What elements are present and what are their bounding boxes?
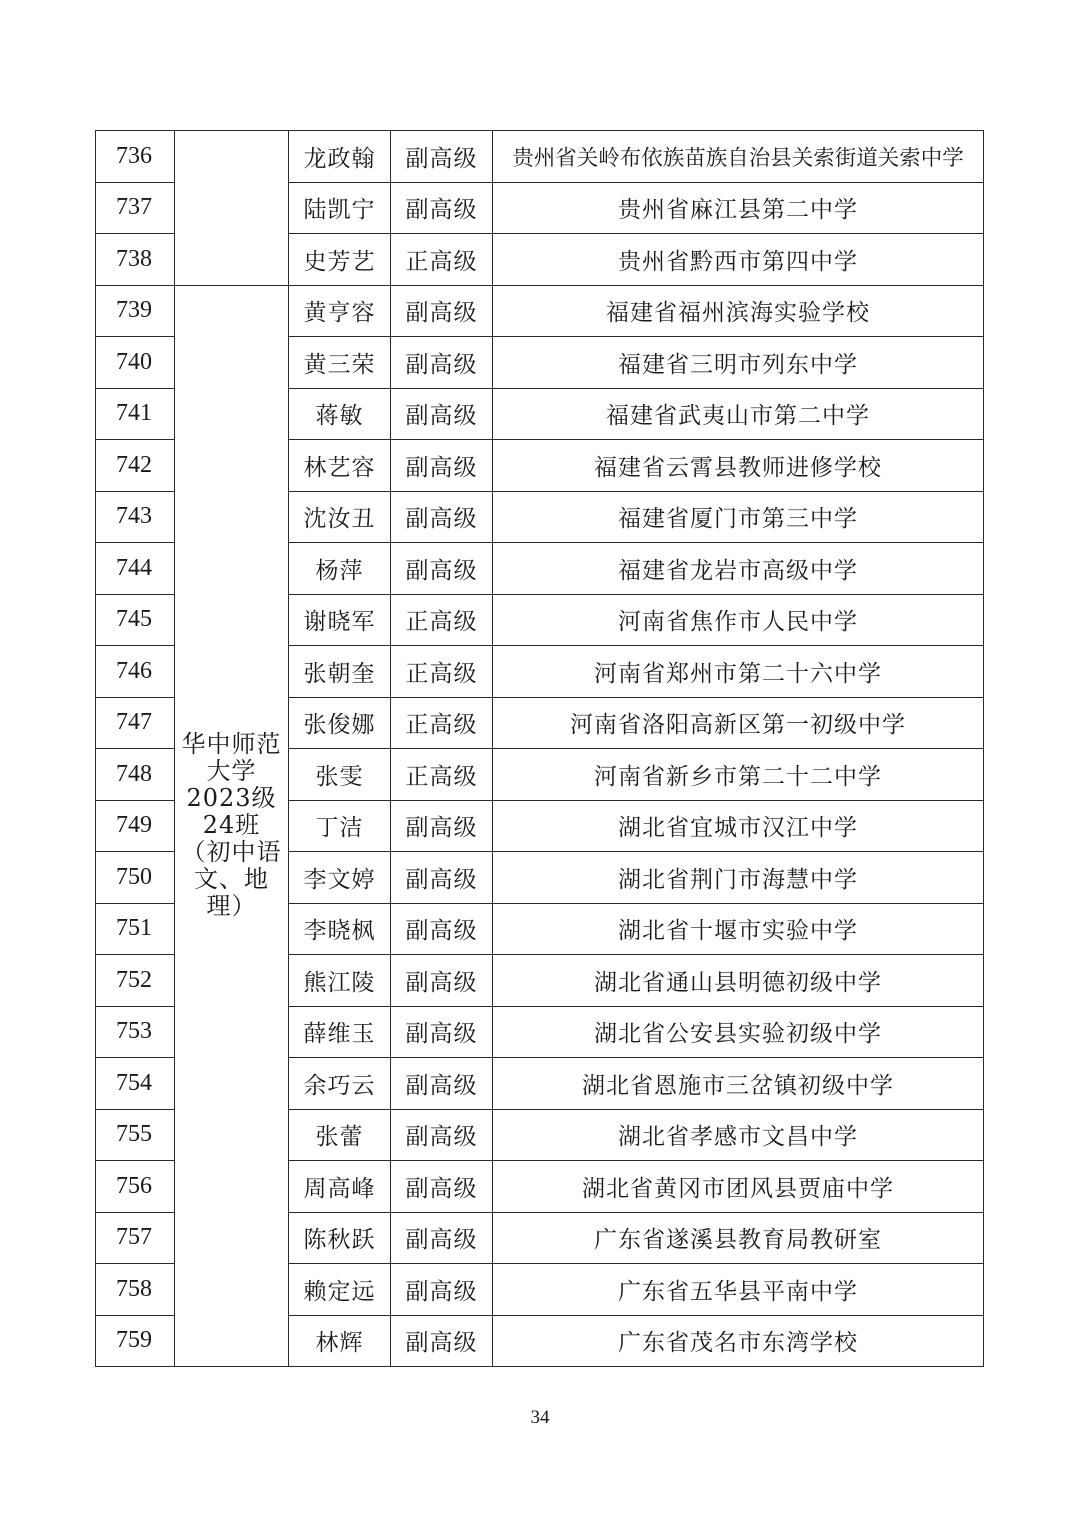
teacher-name-cell: 史芳艺 (289, 234, 391, 286)
teacher-name-cell: 张朝奎 (289, 646, 391, 698)
serial-number-cell: 738 (96, 234, 175, 286)
teacher-name-cell: 蒋敏 (289, 388, 391, 440)
table-row (96, 131, 984, 183)
teacher-name-cell: 林辉 (289, 1315, 391, 1367)
school-cell: 湖北省十堰市实验中学 (493, 903, 984, 955)
serial-number-cell: 759 (96, 1315, 175, 1367)
teacher-name-cell: 张雯 (289, 749, 391, 801)
professional-title-cell: 副高级 (391, 131, 493, 183)
serial-number-cell: 736 (96, 131, 175, 183)
serial-number-cell: 752 (96, 955, 175, 1007)
serial-number-cell: 744 (96, 543, 175, 595)
serial-number-cell: 750 (96, 852, 175, 904)
teacher-name-cell: 薛维玉 (289, 1006, 391, 1058)
school-cell: 河南省新乡市第二十二中学 (493, 749, 984, 801)
professional-title-cell: 副高级 (391, 1161, 493, 1213)
serial-number-cell: 757 (96, 1212, 175, 1264)
school-cell: 河南省焦作市人民中学 (493, 594, 984, 646)
school-cell: 湖北省荆门市海慧中学 (493, 852, 984, 904)
professional-title-cell: 副高级 (391, 903, 493, 955)
roster-body (96, 131, 984, 1367)
professional-title-cell: 副高级 (391, 1058, 493, 1110)
school-cell: 湖北省公安县实验初级中学 (493, 1006, 984, 1058)
teacher-name-cell: 龙政翰 (289, 131, 391, 183)
teacher-name-cell: 周高峰 (289, 1161, 391, 1213)
professional-title-cell: 副高级 (391, 388, 493, 440)
serial-number-cell: 739 (96, 285, 175, 337)
school-cell: 贵州省关岭布依族苗族自治县关索街道关索中学 (493, 131, 984, 183)
school-cell: 广东省五华县平南中学 (493, 1264, 984, 1316)
professional-title-cell: 副高级 (391, 543, 493, 595)
serial-number-cell: 756 (96, 1161, 175, 1213)
teacher-name-cell: 林艺容 (289, 440, 391, 492)
teacher-name-cell: 杨萍 (289, 543, 391, 595)
professional-title-cell: 副高级 (391, 1212, 493, 1264)
professional-title-cell: 副高级 (391, 800, 493, 852)
teacher-name-cell: 黄三荣 (289, 337, 391, 389)
training-unit-cell (175, 131, 289, 286)
school-cell: 湖北省宜城市汉江中学 (493, 800, 984, 852)
serial-number-cell: 740 (96, 337, 175, 389)
school-cell: 福建省福州滨海实验学校 (493, 285, 984, 337)
school-cell: 湖北省通山县明德初级中学 (493, 955, 984, 1007)
school-cell: 福建省三明市列东中学 (493, 337, 984, 389)
school-cell: 广东省茂名市东湾学校 (493, 1315, 984, 1367)
school-cell: 广东省遂溪县教育局教研室 (493, 1212, 984, 1264)
professional-title-cell: 副高级 (391, 491, 493, 543)
professional-title-cell: 正高级 (391, 749, 493, 801)
training-unit-cell: 华中师范大学2023级24班（初中语文、地理） (175, 285, 289, 1367)
school-cell: 湖北省恩施市三岔镇初级中学 (493, 1058, 984, 1110)
school-cell: 福建省龙岩市高级中学 (493, 543, 984, 595)
teacher-name-cell: 余巧云 (289, 1058, 391, 1110)
serial-number-cell: 755 (96, 1109, 175, 1161)
professional-title-cell: 正高级 (391, 234, 493, 286)
teacher-name-cell: 张蕾 (289, 1109, 391, 1161)
serial-number-cell: 745 (96, 594, 175, 646)
teacher-name-cell: 张俊娜 (289, 697, 391, 749)
roster-table (95, 130, 984, 1367)
school-cell: 福建省武夷山市第二中学 (493, 388, 984, 440)
teacher-name-cell: 沈汝丑 (289, 491, 391, 543)
serial-number-cell: 754 (96, 1058, 175, 1110)
serial-number-cell: 751 (96, 903, 175, 955)
school-cell: 福建省云霄县教师进修学校 (493, 440, 984, 492)
teacher-name-cell: 黄亨容 (289, 285, 391, 337)
serial-number-cell: 741 (96, 388, 175, 440)
professional-title-cell: 副高级 (391, 1264, 493, 1316)
school-cell: 河南省洛阳高新区第一初级中学 (493, 697, 984, 749)
school-cell: 湖北省黄冈市团风县贾庙中学 (493, 1161, 984, 1213)
teacher-name-cell: 谢晓军 (289, 594, 391, 646)
school-cell: 河南省郑州市第二十六中学 (493, 646, 984, 698)
table-row (96, 285, 984, 337)
serial-number-cell: 742 (96, 440, 175, 492)
page-number: 34 (530, 1407, 550, 1428)
serial-number-cell: 748 (96, 749, 175, 801)
school-cell: 福建省厦门市第三中学 (493, 491, 984, 543)
professional-title-cell: 正高级 (391, 697, 493, 749)
teacher-name-cell: 李晓枫 (289, 903, 391, 955)
teacher-name-cell: 丁洁 (289, 800, 391, 852)
professional-title-cell: 副高级 (391, 182, 493, 234)
professional-title-cell: 正高级 (391, 594, 493, 646)
serial-number-cell: 746 (96, 646, 175, 698)
serial-number-cell: 743 (96, 491, 175, 543)
serial-number-cell: 758 (96, 1264, 175, 1316)
professional-title-cell: 副高级 (391, 1315, 493, 1367)
professional-title-cell: 副高级 (391, 337, 493, 389)
school-cell: 贵州省黔西市第四中学 (493, 234, 984, 286)
professional-title-cell: 副高级 (391, 1006, 493, 1058)
professional-title-cell: 副高级 (391, 955, 493, 1007)
serial-number-cell: 747 (96, 697, 175, 749)
teacher-name-cell: 熊江陵 (289, 955, 391, 1007)
teacher-name-cell: 陈秋跃 (289, 1212, 391, 1264)
teacher-name-cell: 赖定远 (289, 1264, 391, 1316)
professional-title-cell: 副高级 (391, 852, 493, 904)
teacher-name-cell: 陆凯宁 (289, 182, 391, 234)
teacher-name-cell: 李文婷 (289, 852, 391, 904)
serial-number-cell: 749 (96, 800, 175, 852)
serial-number-cell: 753 (96, 1006, 175, 1058)
professional-title-cell: 正高级 (391, 646, 493, 698)
professional-title-cell: 副高级 (391, 285, 493, 337)
school-cell: 湖北省孝感市文昌中学 (493, 1109, 984, 1161)
school-cell: 贵州省麻江县第二中学 (493, 182, 984, 234)
professional-title-cell: 副高级 (391, 1109, 493, 1161)
serial-number-cell: 737 (96, 182, 175, 234)
professional-title-cell: 副高级 (391, 440, 493, 492)
